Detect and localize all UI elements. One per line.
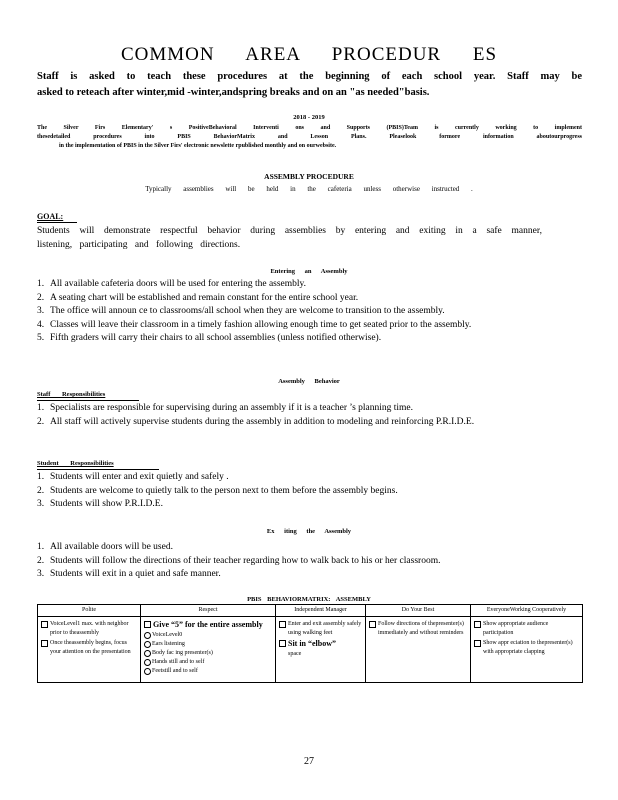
checkbox-icon	[474, 640, 481, 647]
student-responsibilities-label: Student Responsibilities	[37, 460, 114, 467]
list-item: Show appr eciation to thepresenter(s) with appropriate clapping	[474, 639, 579, 657]
do-your-best-cell	[366, 617, 471, 683]
column-header: Independent Manager	[276, 605, 366, 617]
checkbox-icon	[41, 640, 48, 647]
goal-label: GOAL:	[37, 212, 64, 221]
student-underline	[37, 469, 159, 470]
list-item: Show appropriate audience participation	[474, 620, 579, 638]
circle-bullet-icon	[144, 659, 151, 666]
checkbox-icon	[279, 640, 286, 647]
staff-underline	[37, 400, 139, 401]
checkbox-icon	[369, 621, 376, 628]
staff-list	[37, 402, 547, 429]
column-header: EveryoneWorking Cooperatively	[471, 605, 583, 617]
list-item: 3. Students will show P.R.I.D.E.	[37, 499, 163, 510]
checkbox-icon	[144, 621, 151, 628]
exiting-list	[37, 541, 547, 582]
circle-bullet-icon	[144, 632, 151, 639]
list-item: Sit in “elbow”	[279, 639, 362, 649]
checkbox-icon	[41, 621, 48, 628]
behavior-heading: Assembly Behavior	[278, 378, 340, 385]
sub-list-item: Feetstill and to self	[144, 667, 272, 676]
checkbox-icon	[474, 621, 481, 628]
staff-responsibilities-label: Staff Responsibilities	[37, 391, 106, 398]
list-item: 2. All staff will actively supervise students during the assembly in addition to modeling and reinforcing P.R.I.D.E.	[37, 416, 475, 427]
list-item: 3. The office will announ ce to classrooms/all school when they are welcome to transition to the assembly.	[37, 306, 445, 317]
list-item: 3. Students will exit in a quiet and safe manner.	[37, 569, 221, 580]
pbis-note-line: The Silver Firs Elementary' s PositiveBehavioral Interventi ons and Supports (PBIS)Team is currently working to implement	[37, 125, 582, 131]
sub-list-item: Body fac ing presenter(s)	[144, 649, 272, 658]
intro-paragraph	[37, 69, 582, 101]
list-item: Enter and exit assembly safely using walking feet	[279, 620, 362, 638]
intro-line: asked to reteach after winter,mid -winter,andspring breaks and on an "as needed"basis.	[37, 87, 430, 98]
behavior-matrix	[37, 604, 583, 683]
list-item: Give “5” for the entire assembly	[144, 620, 272, 630]
sub-list-item: VoiceLevel0	[144, 631, 272, 640]
table-header-row	[38, 605, 583, 617]
pbis-note-line: thesedetailed procedures into PBIS BehaviorMatrix and Lesson Plans. Pleaselook formore information aboutourprogress	[37, 134, 582, 140]
list-item: 1. Students will enter and exit quietly and safely .	[37, 472, 229, 482]
school-year: 2018 - 2019	[293, 114, 325, 121]
cooperative-cell	[471, 617, 583, 683]
circle-bullet-icon	[144, 668, 151, 675]
column-header: Respect	[141, 605, 276, 617]
pbis-note	[37, 124, 582, 151]
column-header: Do Your Best	[366, 605, 471, 617]
goal-text	[37, 224, 542, 252]
typically-note: Typically assemblies will be held in the cafeteria unless otherwise instructed .	[145, 185, 473, 193]
goal-line: listening, participating and following directions.	[37, 240, 241, 250]
checkbox-icon	[279, 621, 286, 628]
assembly-procedure-heading: ASSEMBLY PROCEDURE	[264, 172, 354, 181]
independent-manager-cell	[276, 617, 366, 683]
circle-bullet-icon	[144, 650, 151, 657]
list-item: 1. All available cafeteria doors will be used for entering the assembly.	[37, 279, 307, 289]
goal-underline	[37, 222, 77, 223]
column-header: Polite	[38, 605, 141, 617]
page-title: COMMON AREA PROCEDUR ES	[120, 44, 498, 65]
exiting-heading: Ex iting the Assembly	[266, 528, 352, 535]
entering-heading: Entering an Assembly	[270, 268, 348, 275]
list-item: Follow directions of thepresenter(s) immediately and without reminders	[369, 620, 467, 638]
goal-line: Students will demonstrate respectful behavior during assemblies by entering and exiting in a safe manner,	[37, 226, 542, 236]
sub-list-item: Hands still and to self	[144, 658, 272, 667]
list-item: 1. All available doors will be used.	[37, 542, 173, 552]
page-number: 27	[304, 756, 314, 767]
entering-list	[37, 278, 547, 346]
list-item: Once theassembly begins, focus your attention on the presentation	[41, 639, 137, 657]
list-item: 5. Fifth graders will carry their chairs to all school assemblies (unless notified otherwise).	[37, 333, 382, 344]
table-row	[38, 617, 583, 683]
sub-list-item: Ears listening	[144, 640, 272, 649]
circle-bullet-icon	[144, 641, 151, 648]
student-list	[37, 471, 547, 512]
list-item: 4. Classes will leave their classroom in a timely fashion allowing enough time to get seated prior to the assembly.	[37, 319, 472, 330]
list-item: 2. Students are welcome to quietly talk to the person next to them before the assembly begins.	[37, 485, 398, 496]
respect-cell	[141, 617, 276, 683]
intro-line: Staff is asked to teach these procedures at the beginning of each school year. Staff may be	[37, 71, 582, 82]
list-item-continuation: space	[288, 651, 302, 657]
matrix-title: PBIS BEHAVIORMATRIX: ASSEMBLY	[247, 596, 371, 603]
list-item: 2. Students will follow the directions of their teacher regarding how to walk back to his or her classroom.	[37, 555, 441, 566]
list-item: VoiceLevel1 max. with neighbor prior to theassembly	[41, 620, 137, 638]
pbis-note-line: in the implementation of PBIS in the Silver Firs' electronic newslette rpublished monthly and on ourwebsite.	[59, 143, 337, 149]
polite-cell	[38, 617, 141, 683]
list-item: 2. A seating chart will be established and remain constant for the entire school year.	[37, 292, 359, 303]
list-item: 1. Specialists are responsible for supervising during an assembly if it is a teacher ’s planning time.	[37, 403, 414, 413]
